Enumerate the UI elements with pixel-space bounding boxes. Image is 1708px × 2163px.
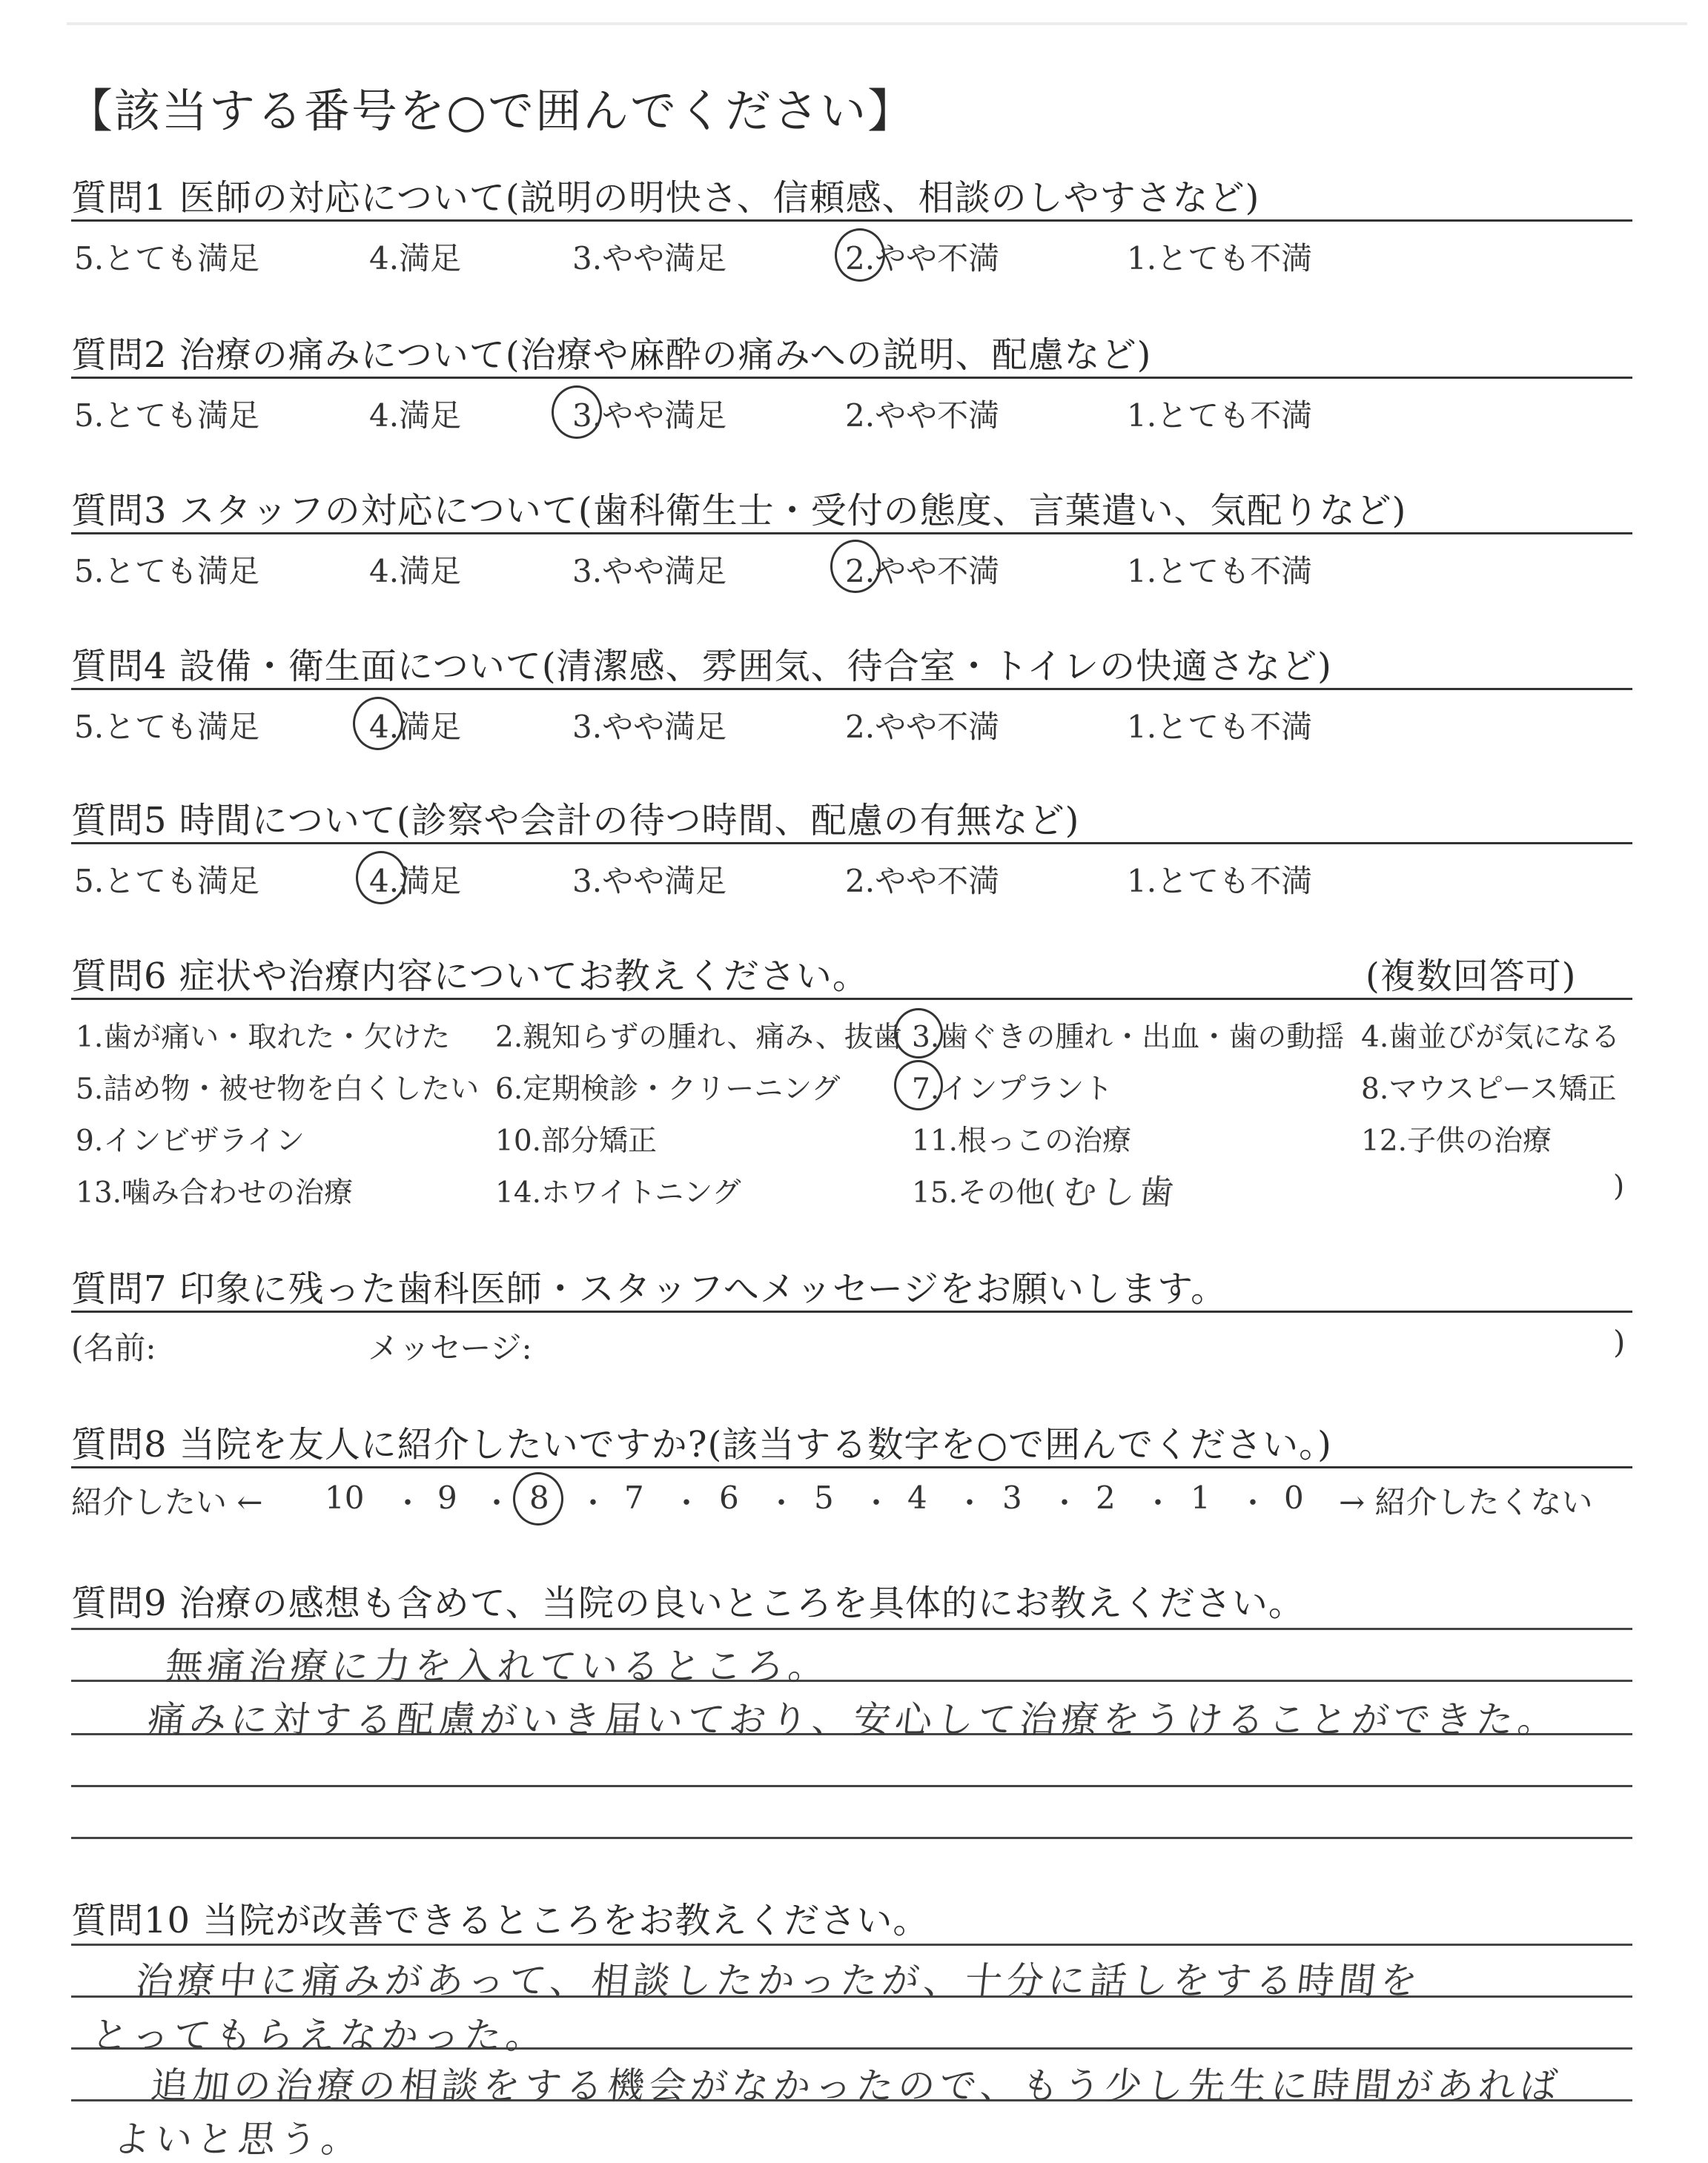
q9-answer-text-1: 無痛治療に力を入れているところ。 — [163, 1645, 833, 1688]
q8-separator: ・ — [1238, 1486, 1268, 1520]
q8-scale-9[interactable]: 9 — [437, 1480, 457, 1516]
q6-item-12[interactable]: 12.子供の治療 — [1361, 1124, 1552, 1158]
question-6-title: 質問6 症状や治療内容についてお教えください。 — [71, 955, 869, 997]
q4-option-4[interactable]: 4.満足 — [369, 709, 462, 745]
q1-option-5[interactable]: 5.とても満足 — [74, 240, 260, 276]
q6-item-15[interactable]: 15.その他( — [912, 1176, 1056, 1210]
q1-option-4[interactable]: 4.満足 — [369, 240, 462, 276]
q9-answer-line — [71, 1837, 1632, 1839]
q4-option-2[interactable]: 2.やや不満 — [845, 709, 1000, 745]
q6-item-11[interactable]: 11.根っこの治療 — [912, 1124, 1132, 1158]
q10-answer-text-1: 治療中に痛みがあって、相談したかったが、十分に話しをする時間を — [133, 1959, 1424, 2002]
q6-item-14[interactable]: 14.ホワイトニング — [495, 1176, 741, 1210]
q8-scale-8[interactable]: 8 — [529, 1480, 549, 1516]
q8-scale-5[interactable]: 5 — [814, 1480, 834, 1516]
q8-scale-4[interactable]: 4 — [907, 1480, 927, 1516]
question-2-rule — [71, 377, 1632, 379]
q8-separator: ・ — [955, 1486, 984, 1520]
q2-selection-circle — [552, 385, 602, 439]
question-1-title: 質問1 医師の対応について(説明の明快さ、信頼感、相談のしやすさなど) — [71, 177, 1260, 219]
q8-separator: ・ — [672, 1486, 701, 1520]
q2-option-4[interactable]: 4.満足 — [369, 397, 462, 434]
q8-scale-1[interactable]: 1 — [1191, 1480, 1211, 1516]
top-border — [67, 22, 1687, 25]
q7-close-paren: ) — [1613, 1324, 1626, 1360]
q5-option-3[interactable]: 3.やや満足 — [572, 863, 727, 899]
q1-selection-circle — [835, 228, 885, 282]
q2-option-1[interactable]: 1.とても不満 — [1127, 397, 1313, 434]
q4-option-1[interactable]: 1.とても不満 — [1127, 709, 1313, 745]
q3-option-4[interactable]: 4.満足 — [369, 553, 462, 589]
question-3-rule — [71, 532, 1632, 534]
q8-separator: ・ — [767, 1486, 796, 1520]
question-2-title: 質問2 治療の痛みについて(治療や麻酔の痛みへの説明、配慮など) — [71, 334, 1152, 376]
q8-separator: ・ — [1143, 1486, 1173, 1520]
question-1-rule — [71, 219, 1632, 222]
q2-option-3[interactable]: 3.やや満足 — [572, 397, 727, 434]
q1-option-2[interactable]: 2.やや不満 — [845, 240, 1000, 276]
question-7-rule — [71, 1311, 1632, 1313]
form-heading: 【該当する番号を○で囲んでください】 — [67, 84, 916, 138]
question-6-note: (複数回答可) — [1366, 955, 1577, 997]
q6-item-9[interactable]: 9.インビザライン — [76, 1124, 305, 1158]
q8-right-label: → 紹介したくない — [1339, 1484, 1593, 1520]
q7-name-label: (名前: — [71, 1330, 156, 1366]
question-3-title: 質問3 スタッフの対応について(歯科衛生士・受付の態度、言葉遣い、気配りなど) — [71, 490, 1407, 531]
question-7-title: 質問7 印象に残った歯科医師・スタッフへメッセージをお願いします。 — [71, 1268, 1228, 1310]
question-10-title: 質問10 当院が改善できるところをお教えください。 — [71, 1900, 930, 1941]
question-5-title: 質問5 時間について(診察や会計の待つ時間、配慮の有無など) — [71, 800, 1080, 841]
q6-item-6[interactable]: 6.定期検診・クリーニング — [495, 1073, 841, 1106]
q7-message-label: メッセージ: — [368, 1330, 532, 1366]
q5-option-4[interactable]: 4.満足 — [369, 863, 462, 899]
q10-answer-text-3: 追加の治療の相談をする機会がなかったので、もう少し先生に時間があれば — [148, 2064, 1564, 2107]
q4-option-3[interactable]: 3.やや満足 — [572, 709, 727, 745]
q6-item-3[interactable]: 3.歯ぐきの腫れ・出血・歯の動揺 — [912, 1021, 1345, 1054]
q8-left-label: 紹介したい ← — [71, 1484, 263, 1520]
q2-option-5[interactable]: 5.とても満足 — [74, 397, 260, 434]
q8-scale-10[interactable]: 10 — [325, 1480, 365, 1516]
q6-item-13[interactable]: 13.噛み合わせの治療 — [76, 1176, 354, 1210]
q1-option-3[interactable]: 3.やや満足 — [572, 240, 727, 276]
q6-item-1[interactable]: 1.歯が痛い・取れた・欠けた — [76, 1021, 451, 1054]
q1-option-1[interactable]: 1.とても不満 — [1127, 240, 1313, 276]
q6-item-15-close: ) — [1613, 1170, 1625, 1203]
q8-scale-2[interactable]: 2 — [1096, 1480, 1116, 1516]
q3-selection-circle — [830, 540, 881, 593]
question-8-title: 質問8 当院を友人に紹介したいですか?(該当する数字を○で囲んでください。) — [71, 1424, 1332, 1465]
q6-other-handwritten: むし歯 — [1060, 1172, 1180, 1212]
question-4-rule — [71, 688, 1632, 690]
q10-answer-line — [71, 1944, 1632, 1946]
q8-separator: ・ — [393, 1486, 423, 1520]
q8-scale-6[interactable]: 6 — [719, 1480, 739, 1516]
q6-item-5[interactable]: 5.詰め物・被せ物を白くしたい — [76, 1073, 480, 1106]
q8-scale-3[interactable]: 3 — [1002, 1480, 1022, 1516]
q8-separator: ・ — [861, 1486, 891, 1520]
q9-answer-line — [71, 1628, 1632, 1630]
q8-selection-circle — [513, 1472, 563, 1526]
q8-separator: ・ — [482, 1486, 512, 1520]
q5-option-1[interactable]: 1.とても不満 — [1127, 863, 1313, 899]
q6-item-7-circle — [894, 1060, 943, 1110]
q5-option-2[interactable]: 2.やや不満 — [845, 863, 1000, 899]
q6-item-10[interactable]: 10.部分矯正 — [495, 1124, 658, 1158]
question-4-title: 質問4 設備・衛生面について(清潔感、雰囲気、待合室・トイレの快適さなど) — [71, 646, 1332, 687]
q10-answer-text-2: とってもらえなかった。 — [89, 2014, 550, 2057]
q6-item-8[interactable]: 8.マウスピース矯正 — [1361, 1073, 1617, 1106]
question-5-rule — [71, 842, 1632, 844]
q4-selection-circle — [353, 697, 403, 750]
q9-answer-line — [71, 1785, 1632, 1787]
q3-option-1[interactable]: 1.とても不満 — [1127, 553, 1313, 589]
question-8-rule — [71, 1466, 1632, 1468]
q3-option-5[interactable]: 5.とても満足 — [74, 553, 260, 589]
question-9-title: 質問9 治療の感想も含めて、当院の良いところを具体的にお教えください。 — [71, 1583, 1305, 1624]
q6-item-2[interactable]: 2.親知らずの腫れ、痛み、抜歯 — [495, 1021, 902, 1054]
question-6-rule — [71, 998, 1632, 1000]
q3-option-3[interactable]: 3.やや満足 — [572, 553, 727, 589]
q3-option-2[interactable]: 2.やや不満 — [845, 553, 1000, 589]
q8-separator: ・ — [578, 1486, 608, 1520]
q8-scale-0[interactable]: 0 — [1284, 1480, 1304, 1516]
q6-item-4[interactable]: 4.歯並びが気になる — [1361, 1021, 1621, 1054]
q8-scale-7[interactable]: 7 — [624, 1480, 644, 1516]
q4-option-5[interactable]: 5.とても満足 — [74, 709, 260, 745]
q2-option-2[interactable]: 2.やや不満 — [845, 397, 1000, 434]
q8-separator: ・ — [1050, 1486, 1079, 1520]
q5-selection-circle — [356, 851, 406, 904]
q5-option-5[interactable]: 5.とても満足 — [74, 863, 260, 899]
q6-item-3-circle — [894, 1008, 943, 1059]
q9-answer-text-2: 痛みに対する配慮がいき届いており、安心して治療をうけることができた。 — [145, 1698, 1562, 1741]
q6-item-7[interactable]: 7.インプラント — [912, 1073, 1113, 1106]
q10-answer-text-4: よいと思う。 — [111, 2118, 365, 2161]
